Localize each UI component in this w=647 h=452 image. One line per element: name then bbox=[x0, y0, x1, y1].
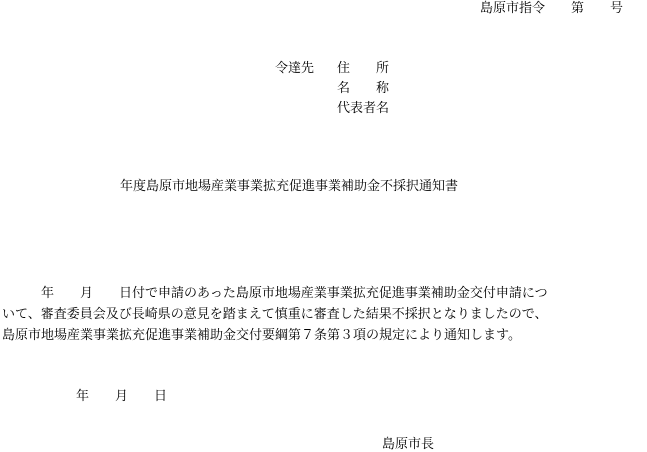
issuer-signature-line: 島原市長 bbox=[382, 437, 435, 452]
body-line: 島原市地場産業事業拡充促進事業補助金交付要綱第７条第３項の規定により通知します。 bbox=[2, 328, 521, 343]
document-title: 年度島原市地場産業事業拡充促進事業補助金不採択通知書 bbox=[120, 179, 459, 194]
recipient-representative-label: 代表者名 bbox=[337, 101, 390, 116]
body-text bbox=[2, 262, 548, 367]
recipient-name-label: 名 称 bbox=[337, 81, 390, 96]
recipient-address-label: 住 所 bbox=[337, 61, 390, 76]
issue-date: 年 月 日 bbox=[76, 389, 168, 404]
body-line: 年 月 日付で申請のあった島原市地場産業事業拡充促進事業補助金交付申請につ bbox=[2, 286, 548, 301]
recipient-label: 令達先 bbox=[275, 61, 315, 76]
document-number: 島原市指令 第 号 bbox=[480, 1, 624, 16]
body-line: いて、審査委員会及び長崎県の意見を踏まえて慎重に審査した結果不採択となりましたので、 bbox=[2, 307, 548, 322]
